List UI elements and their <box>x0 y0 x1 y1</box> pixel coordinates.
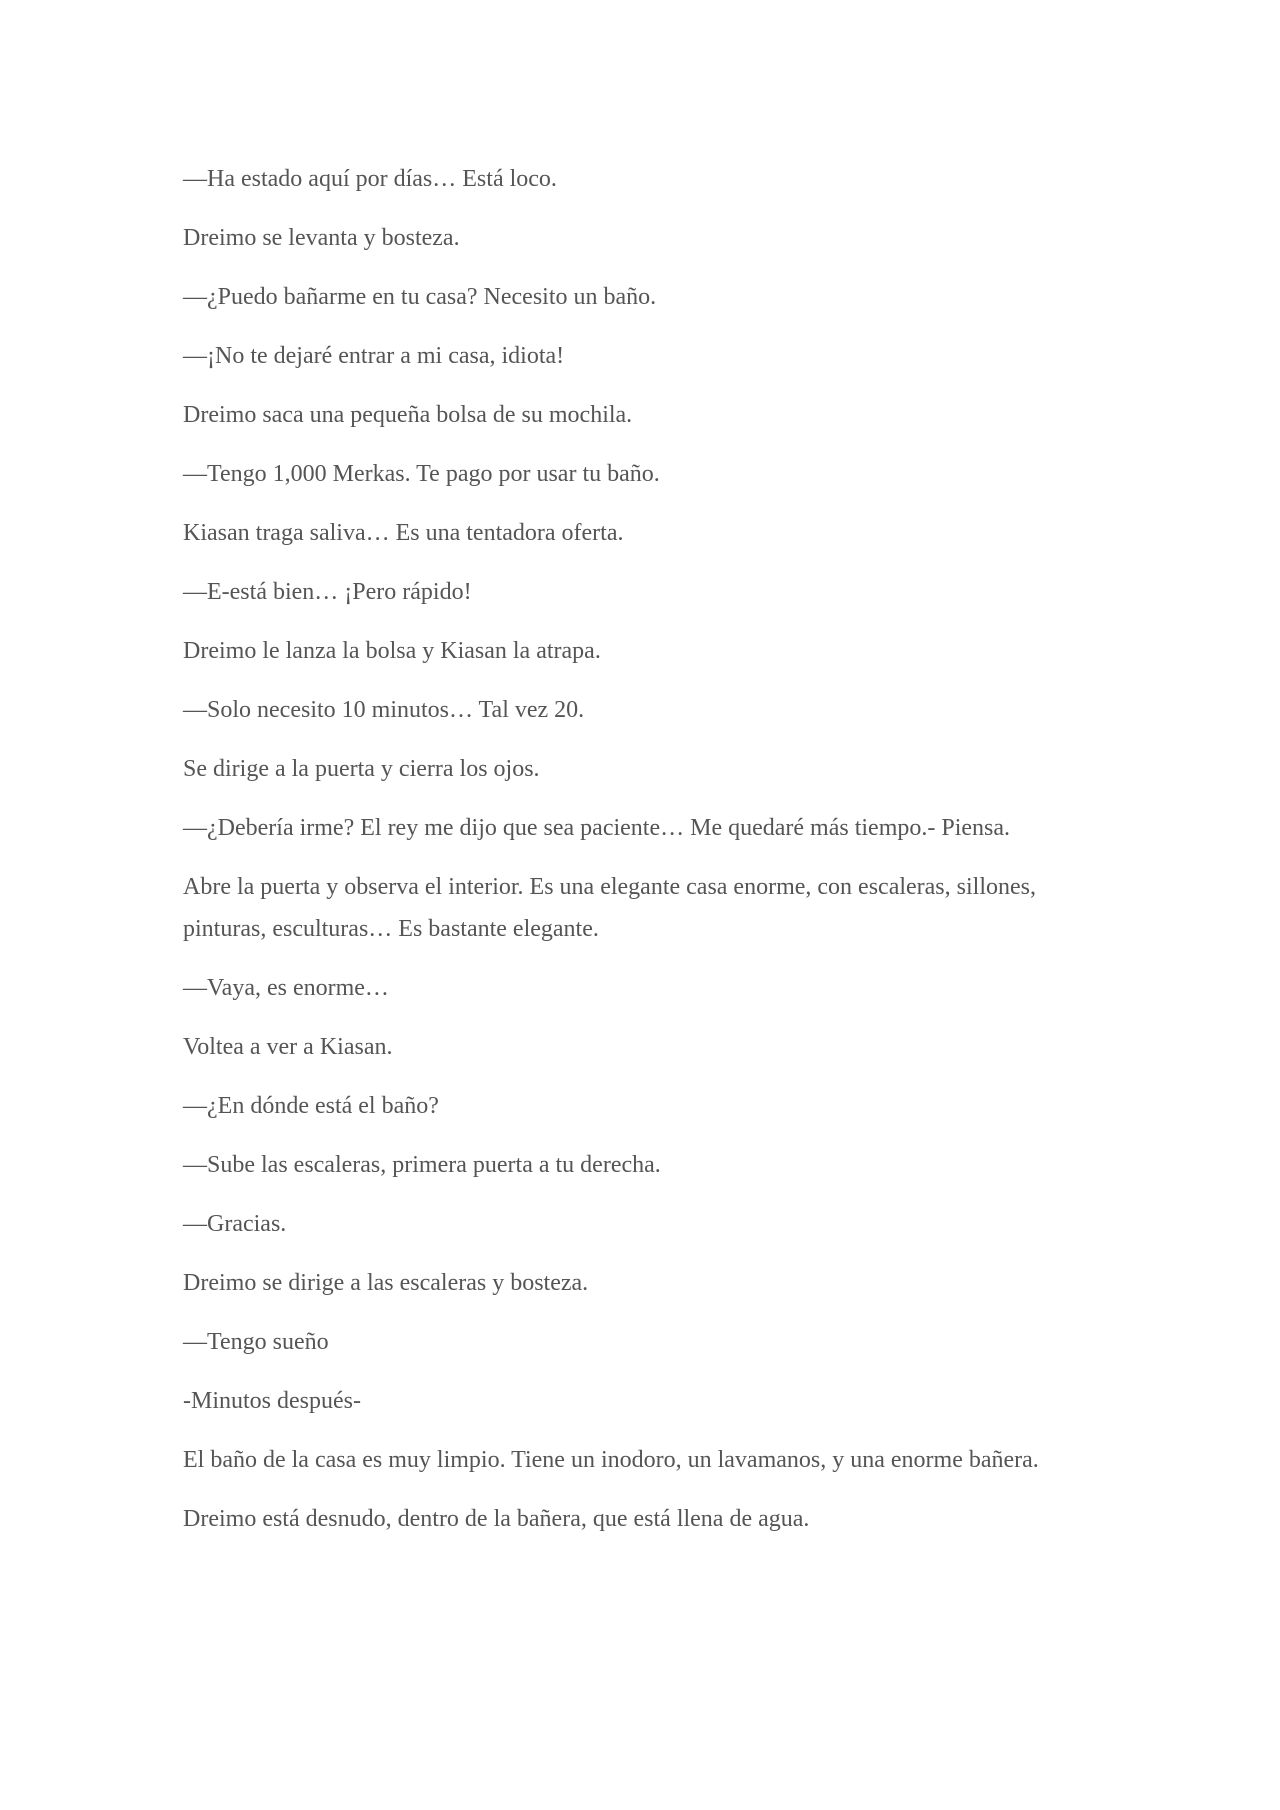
document-body <box>183 158 1103 1557</box>
paragraph: —¿Puedo bañarme en tu casa? Necesito un baño. <box>183 284 657 310</box>
paragraph: —Solo necesito 10 minutos… Tal vez 20. <box>183 697 585 723</box>
paragraph: —Tengo sueño <box>183 1329 329 1355</box>
paragraph: El baño de la casa es muy limpio. Tiene un inodoro, un lavamanos, y una enorme bañera. <box>183 1447 1039 1473</box>
paragraph: Kiasan traga saliva… Es una tentadora oferta. <box>183 520 624 546</box>
paragraph: —Gracias. <box>183 1211 287 1237</box>
paragraph: Dreimo le lanza la bolsa y Kiasan la atrapa. <box>183 638 601 664</box>
paragraph: —Ha estado aquí por días… Está loco. <box>183 166 557 192</box>
paragraph: —¡No te dejaré entrar a mi casa, idiota! <box>183 343 565 369</box>
paragraph: —E-está bien… ¡Pero rápido! <box>183 579 472 605</box>
paragraph: Dreimo se levanta y bosteza. <box>183 225 460 251</box>
paragraph: Dreimo está desnudo, dentro de la bañera, que está llena de agua. <box>183 1506 810 1532</box>
paragraph: -Minutos después- <box>183 1388 361 1414</box>
paragraph: Dreimo se dirige a las escaleras y bosteza. <box>183 1270 589 1296</box>
paragraph: —Sube las escaleras, primera puerta a tu derecha. <box>183 1152 661 1178</box>
paragraph: —¿En dónde está el baño? <box>183 1093 439 1119</box>
paragraph: —Tengo 1,000 Merkas. Te pago por usar tu baño. <box>183 461 660 487</box>
paragraph: Se dirige a la puerta y cierra los ojos. <box>183 756 540 782</box>
paragraph: Abre la puerta y observa el interior. Es una elegante casa enorme, con escaleras, sillones, pinturas, esculturas… Es bastante elegante. <box>183 874 1036 942</box>
paragraph: Dreimo saca una pequeña bolsa de su mochila. <box>183 402 633 428</box>
paragraph: —Vaya, es enorme… <box>183 975 389 1001</box>
paragraph: —¿Debería irme? El rey me dijo que sea paciente… Me quedaré más tiempo.- Piensa. <box>183 815 1011 841</box>
paragraph: Voltea a ver a Kiasan. <box>183 1034 393 1060</box>
